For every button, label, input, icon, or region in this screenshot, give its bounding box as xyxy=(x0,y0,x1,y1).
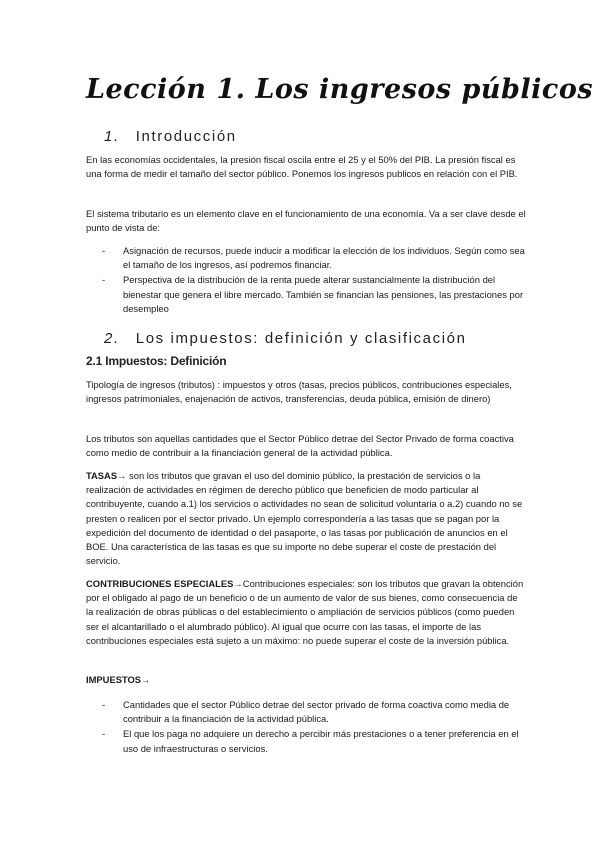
section-2-number: 2. xyxy=(104,330,120,347)
contribuciones-paragraph xyxy=(86,577,526,648)
section-1-bullet-list xyxy=(86,244,526,317)
list-item: - Asignación de recursos, puede inducir a modificar la elección de los individuos. Según como sea el tamaño de los ingresos, así podremos financiar. xyxy=(102,245,525,271)
section-2-title: Los impuestos: definición y clasificación xyxy=(135,330,467,347)
section-1-paragraph-2: El sistema tributario es un elemento clave en el funcionamiento de una economía. Va a ser clave desde el punto de vista de: xyxy=(86,208,526,234)
section-1-title: Introducción xyxy=(135,128,237,145)
section-2-bullet-list xyxy=(86,698,526,757)
tasas-text: son los tributos que gravan el uso del dominio público, la prestación de servicios o la realización de actividades en régimen de derecho público que beneficien de modo particular al contribuyente, cuando a.1) los servicios o actividades no sean de solicitud voluntaria o a.2) cuando no se presten o realicen por el sector privado. Un ejemplo correspondería a las tasas que se pagan por la expedición del documento de identidad o del pasaporte, o las tasas por publicación de anuncios en el BOE. Una característica de las tasas es que su importe no debe superar el coste de prestación del servicio. xyxy=(86,470,523,567)
list-item: - El que los paga no adquiere un derecho a percibir más prestaciones o a tener preferencia en el uso de infraestructuras o servicios. xyxy=(102,728,519,754)
section-1-heading xyxy=(104,128,237,145)
section-2-paragraph-2: Los tributos son aquellas cantidades que el Sector Público detrae del Sector Privado de forma coactiva como medio de contribuir a la financiación general de la actividad pública. xyxy=(86,433,514,459)
list-item: - Perspectiva de la distribución de la renta puede alterar sustancialmente la distribución del bienestar que genera el libre mercado. También se financian las pensiones, las prestaciones por desempleo xyxy=(102,274,524,314)
tasas-paragraph xyxy=(86,469,526,568)
contribuciones-label: CONTRIBUCIONES ESPECIALES xyxy=(86,578,234,589)
tasas-label: TASAS→ xyxy=(86,470,127,481)
section-1-paragraph-1: En las economías occidentales, la presión fiscal oscila entre el 25 y el 50% del PIB. La presión fiscal es una forma de medir el tamaño del sector público. Ponemos los ingresos publicos en relación con el PIB. xyxy=(86,154,518,180)
section-2-heading xyxy=(104,330,467,347)
section-2-paragraph-1: Tipología de ingresos (tributos) : impuestos y otros (tasas, precios públicos, contribuciones especiales, ingresos patrimoniales, enajenación de activos, transferencias, deuda pública, emisión de dinero) xyxy=(86,379,512,405)
impuestos-label: IMPUESTOS→ xyxy=(86,674,151,685)
section-1-number: 1. xyxy=(104,128,120,145)
page-title: Lección 1. Los ingresos públicos xyxy=(86,74,594,105)
contribuciones-text: →Contribuciones especiales: son los tributos que gravan la obtención por el obligado al pago de un beneficio o de un aumento de valor de sus bienes, como consecuencia de la realización de obras públicas o del establecimiento o ampliación de servicios públicos (como pueden ser el alcantarillado o el alumbrado público). Al igual que ocurre con las tasas, el importe de las contribuciones especiales está sujeto a un máximo: no puede superar el coste de la inversión pública. xyxy=(86,578,524,646)
list-item: - Cantidades que el sector Público detrae del sector privado de forma coactiva como media de contribuir a la financiación de la actividad pública. xyxy=(102,699,510,725)
impuestos-label-line xyxy=(86,673,526,687)
subsection-2-1-heading: 2.1 Impuestos: Definición xyxy=(86,354,227,368)
